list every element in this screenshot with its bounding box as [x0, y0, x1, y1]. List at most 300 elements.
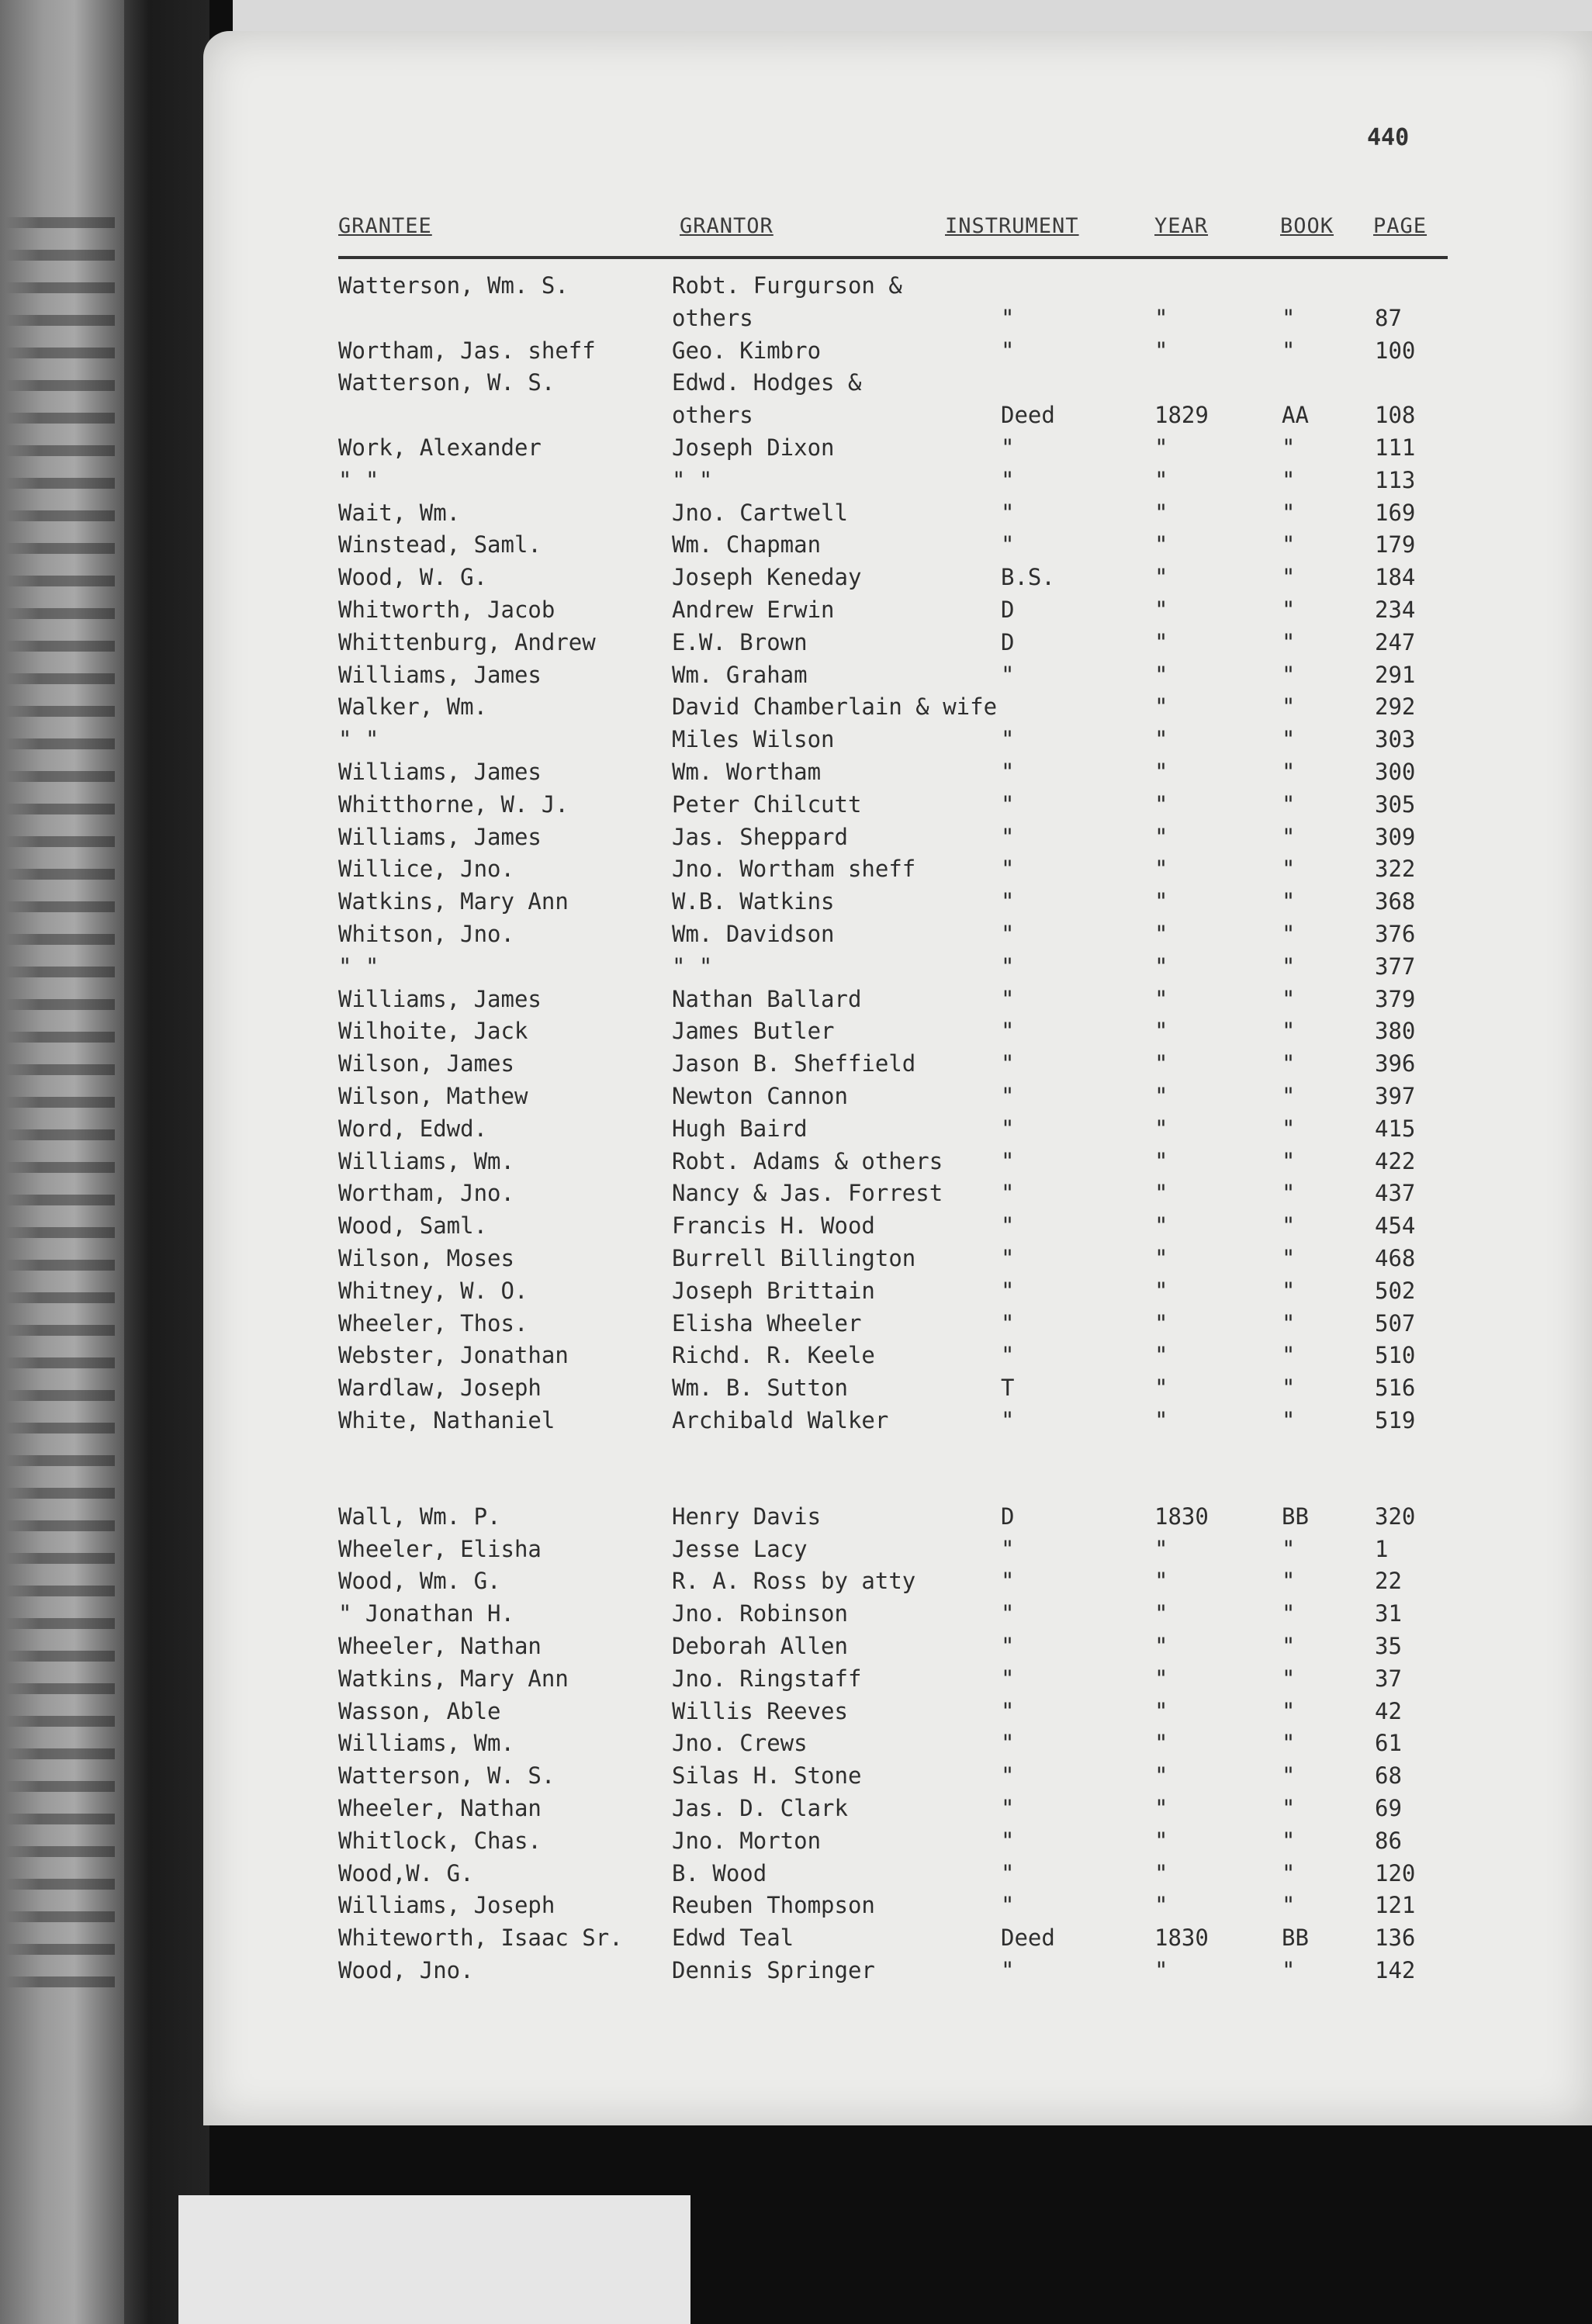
entry-instrument: ": [1001, 337, 1015, 364]
entry-year: ": [1154, 1730, 1168, 1756]
header-instrument: INSTRUMENT: [945, 214, 1079, 238]
entry-grantee: Whiteworth, Isaac Sr.: [338, 1925, 623, 1951]
entry-year: ": [1154, 1180, 1168, 1206]
entry-instrument: D: [1001, 629, 1015, 655]
header-grantor: GRANTOR: [680, 214, 774, 238]
entry-grantor: Archibald Walker: [672, 1407, 889, 1433]
entry-instrument: ": [1001, 888, 1015, 915]
entry-instrument: ": [1001, 662, 1015, 688]
entry-grantor: Jno. Crews: [672, 1730, 808, 1756]
entry-instrument: ": [1001, 1278, 1015, 1304]
entry-instrument: ": [1001, 434, 1015, 461]
entry-grantor: Joseph Keneday: [672, 564, 862, 590]
entry-page: 42: [1375, 1698, 1402, 1724]
entry-page: 454: [1375, 1212, 1416, 1239]
entry-grantor: Hugh Baird: [672, 1115, 808, 1142]
entry-grantor: Richd. R. Keele: [672, 1342, 875, 1368]
entry-book: ": [1282, 921, 1296, 947]
entry-grantee: Williams, Wm.: [338, 1148, 514, 1174]
entry-instrument: ": [1001, 1083, 1015, 1109]
entry-grantor: Jno. Ringstaff: [672, 1665, 862, 1692]
entry-grantee: Wheeler, Thos.: [338, 1310, 528, 1337]
entry-year: ": [1154, 791, 1168, 818]
entry-year: ": [1154, 1762, 1168, 1789]
entry-grantor: Jason B. Sheffield: [672, 1050, 916, 1077]
entry-grantor: Edwd. Hodges &: [672, 369, 862, 396]
entry-year: ": [1154, 1407, 1168, 1433]
entry-year: ": [1154, 1310, 1168, 1337]
entry-instrument: ": [1001, 953, 1015, 980]
entry-year: ": [1154, 1115, 1168, 1142]
entry-grantee: Wall, Wm. P.: [338, 1503, 501, 1530]
entry-grantor: Jesse Lacy: [672, 1536, 808, 1562]
entry-book: ": [1282, 1600, 1296, 1627]
entry-grantee: " ": [338, 953, 379, 980]
entry-instrument: ": [1001, 305, 1015, 331]
entry-grantor: W.B. Watkins: [672, 888, 835, 915]
entry-year: 1830: [1154, 1503, 1209, 1530]
entry-grantee: Work, Alexander: [338, 434, 542, 461]
entry-year: ": [1154, 1375, 1168, 1401]
column-header-row: [338, 211, 1448, 259]
entry-book: ": [1282, 726, 1296, 752]
entry-grantee: Williams, James: [338, 662, 542, 688]
entry-grantee: " ": [338, 726, 379, 752]
entry-year: ": [1154, 467, 1168, 493]
entry-page: 86: [1375, 1828, 1402, 1854]
entry-grantor: Dennis Springer: [672, 1957, 875, 1983]
book-binding: [124, 0, 209, 2324]
entry-grantor: " ": [672, 467, 713, 493]
entry-year: ": [1154, 564, 1168, 590]
entry-instrument: ": [1001, 1212, 1015, 1239]
entry-grantor: Wm. B. Sutton: [672, 1375, 848, 1401]
entry-page: 437: [1375, 1180, 1416, 1206]
entry-instrument: ": [1001, 467, 1015, 493]
entry-instrument: D: [1001, 597, 1015, 623]
entry-page: 376: [1375, 921, 1416, 947]
entry-instrument: Deed: [1001, 402, 1055, 428]
entry-instrument: ": [1001, 1310, 1015, 1337]
entry-instrument: T: [1001, 1375, 1015, 1401]
entry-page: 37: [1375, 1665, 1402, 1692]
entry-year: ": [1154, 1148, 1168, 1174]
entry-year: ": [1154, 888, 1168, 915]
entry-page: 22: [1375, 1568, 1402, 1594]
entry-grantee: Wood, W. G.: [338, 564, 488, 590]
entry-page: 519: [1375, 1407, 1416, 1433]
entry-instrument: ": [1001, 1730, 1015, 1756]
entry-book: ": [1282, 597, 1296, 623]
header-book: BOOK: [1280, 214, 1334, 238]
entry-instrument: ": [1001, 1536, 1015, 1562]
entry-grantee: White, Nathaniel: [338, 1407, 555, 1433]
entry-year: ": [1154, 1665, 1168, 1692]
entry-page: 247: [1375, 629, 1416, 655]
entry-grantee: Wait, Wm.: [338, 500, 461, 526]
entry-year: ": [1154, 986, 1168, 1012]
entry-page: 300: [1375, 759, 1416, 785]
entry-grantee: Wood,W. G.: [338, 1860, 474, 1887]
entry-year: 1830: [1154, 1925, 1209, 1951]
entry-book: ": [1282, 564, 1296, 590]
entry-grantor: Nancy & Jas. Forrest: [672, 1180, 943, 1206]
entry-year: ": [1154, 1957, 1168, 1983]
entry-grantor: Joseph Brittain: [672, 1278, 875, 1304]
entry-instrument: B.S.: [1001, 564, 1055, 590]
entry-instrument: ": [1001, 1860, 1015, 1887]
entry-grantor: David Chamberlain & wife: [672, 693, 998, 720]
entry-year: ": [1154, 856, 1168, 882]
entry-book: ": [1282, 1957, 1296, 1983]
entry-grantor: Joseph Dixon: [672, 434, 835, 461]
entry-year: ": [1154, 759, 1168, 785]
entry-grantee: Whitworth, Jacob: [338, 597, 555, 623]
entry-year: 1829: [1154, 402, 1209, 428]
entry-page: 303: [1375, 726, 1416, 752]
entry-page: 179: [1375, 531, 1416, 558]
entry-page: 468: [1375, 1245, 1416, 1271]
entry-grantee: Whitney, W. O.: [338, 1278, 528, 1304]
entry-book: ": [1282, 1828, 1296, 1854]
entry-page: 502: [1375, 1278, 1416, 1304]
entry-grantor: E.W. Brown: [672, 629, 808, 655]
entry-year: ": [1154, 305, 1168, 331]
entry-grantee: Wilson, Mathew: [338, 1083, 528, 1109]
entry-grantee: Watkins, Mary Ann: [338, 1665, 569, 1692]
entry-grantor: Peter Chilcutt: [672, 791, 862, 818]
entry-instrument: ": [1001, 759, 1015, 785]
entry-grantee: Wheeler, Nathan: [338, 1795, 542, 1821]
header-page: PAGE: [1373, 214, 1428, 238]
entry-instrument: ": [1001, 921, 1015, 947]
entry-page: 61: [1375, 1730, 1402, 1756]
entry-book: ": [1282, 1212, 1296, 1239]
entry-book: ": [1282, 305, 1296, 331]
entry-page: 292: [1375, 693, 1416, 720]
entry-grantee: Watterson, W. S.: [338, 369, 555, 396]
entry-grantee: Walker, Wm.: [338, 693, 488, 720]
entry-instrument: ": [1001, 1245, 1015, 1271]
entry-page: 121: [1375, 1892, 1416, 1918]
entry-grantee: Whittenburg, Andrew: [338, 629, 596, 655]
entry-book: ": [1282, 1665, 1296, 1692]
entry-book: ": [1282, 791, 1296, 818]
entry-book: ": [1282, 1536, 1296, 1562]
entry-page: 113: [1375, 467, 1416, 493]
entry-page: 111: [1375, 434, 1416, 461]
entry-grantor: Burrell Billington: [672, 1245, 916, 1271]
entry-grantee: Watkins, Mary Ann: [338, 888, 569, 915]
entry-instrument: ": [1001, 856, 1015, 882]
entry-instrument: ": [1001, 531, 1015, 558]
entry-grantee: Wheeler, Elisha: [338, 1536, 542, 1562]
entry-grantee: Wood, Saml.: [338, 1212, 488, 1239]
entry-page: 100: [1375, 337, 1416, 364]
entry-book: ": [1282, 888, 1296, 915]
entry-grantee: " ": [338, 467, 379, 493]
entry-grantee: Watterson, Wm. S.: [338, 272, 569, 299]
entry-book: ": [1282, 434, 1296, 461]
entry-instrument: ": [1001, 1665, 1015, 1692]
entry-page: 309: [1375, 824, 1416, 850]
entry-year: ": [1154, 629, 1168, 655]
entry-instrument: ": [1001, 1698, 1015, 1724]
entry-year: ": [1154, 1860, 1168, 1887]
entry-year: ": [1154, 662, 1168, 688]
entry-grantor: Willis Reeves: [672, 1698, 848, 1724]
entry-grantor: Jno. Cartwell: [672, 500, 848, 526]
entry-page: 305: [1375, 791, 1416, 818]
entry-book: ": [1282, 467, 1296, 493]
entry-page: 68: [1375, 1762, 1402, 1789]
entry-grantor: Jno. Robinson: [672, 1600, 848, 1627]
entry-grantee: Wasson, Able: [338, 1698, 501, 1724]
entry-grantor: Jas. D. Clark: [672, 1795, 848, 1821]
header-grantee: GRANTEE: [338, 214, 432, 238]
entry-grantor: " ": [672, 953, 713, 980]
entry-year: ": [1154, 1342, 1168, 1368]
entry-grantor: Nathan Ballard: [672, 986, 862, 1012]
entry-grantee: Wilson, James: [338, 1050, 514, 1077]
entry-instrument: ": [1001, 1407, 1015, 1433]
entry-page: 516: [1375, 1375, 1416, 1401]
entry-grantor: Deborah Allen: [672, 1633, 848, 1659]
entry-grantee: Whitthorne, W. J.: [338, 791, 569, 818]
entry-grantor: Henry Davis: [672, 1503, 822, 1530]
entry-year: ": [1154, 531, 1168, 558]
entry-grantee: Wilhoite, Jack: [338, 1018, 528, 1044]
entry-instrument: ": [1001, 791, 1015, 818]
entry-page: 379: [1375, 986, 1416, 1012]
entry-year: ": [1154, 1828, 1168, 1854]
entry-grantee: Willice, Jno.: [338, 856, 514, 882]
entry-page: 31: [1375, 1600, 1402, 1627]
entry-instrument: ": [1001, 1600, 1015, 1627]
entry-grantor: Andrew Erwin: [672, 597, 835, 623]
entry-year: ": [1154, 1633, 1168, 1659]
entry-page: 322: [1375, 856, 1416, 882]
entry-page: 87: [1375, 305, 1402, 331]
entry-grantor: Francis H. Wood: [672, 1212, 875, 1239]
entry-page: 397: [1375, 1083, 1416, 1109]
entry-year: ": [1154, 337, 1168, 364]
header-year: YEAR: [1154, 214, 1209, 238]
entry-grantor: Newton Cannon: [672, 1083, 848, 1109]
entry-page: 35: [1375, 1633, 1402, 1659]
entry-instrument: ": [1001, 1180, 1015, 1206]
entry-page: 108: [1375, 402, 1416, 428]
entry-book: ": [1282, 1407, 1296, 1433]
entry-year: ": [1154, 1600, 1168, 1627]
entry-page: 136: [1375, 1925, 1416, 1951]
entry-grantee: Williams, James: [338, 986, 542, 1012]
entry-grantor: James Butler: [672, 1018, 835, 1044]
entry-grantor: Wm. Wortham: [672, 759, 822, 785]
entry-grantor: Wm. Chapman: [672, 531, 822, 558]
adjacent-page-strip: [0, 0, 124, 2324]
entry-year: ": [1154, 1568, 1168, 1594]
entry-year: ": [1154, 434, 1168, 461]
entry-grantor: Robt. Adams & others: [672, 1148, 943, 1174]
entry-grantor: Silas H. Stone: [672, 1762, 862, 1789]
entry-grantor: Jno. Morton: [672, 1828, 822, 1854]
entry-book: ": [1282, 953, 1296, 980]
entry-year: ": [1154, 1245, 1168, 1271]
entry-grantor: others: [672, 402, 753, 428]
entry-page: 320: [1375, 1503, 1416, 1530]
entry-grantee: " Jonathan H.: [338, 1600, 514, 1627]
entry-book: ": [1282, 1892, 1296, 1918]
entry-year: ": [1154, 824, 1168, 850]
entry-grantee: Watterson, W. S.: [338, 1762, 555, 1789]
entry-book: ": [1282, 337, 1296, 364]
entry-year: ": [1154, 1536, 1168, 1562]
entry-page: 380: [1375, 1018, 1416, 1044]
entry-page: 368: [1375, 888, 1416, 915]
entry-book: ": [1282, 986, 1296, 1012]
entry-instrument: ": [1001, 1828, 1015, 1854]
entry-year: ": [1154, 1698, 1168, 1724]
entry-instrument: ": [1001, 1633, 1015, 1659]
entry-year: ": [1154, 921, 1168, 947]
entry-book: ": [1282, 1278, 1296, 1304]
entry-year: ": [1154, 1795, 1168, 1821]
entry-instrument: ": [1001, 1957, 1015, 1983]
entry-grantee: Whitlock, Chas.: [338, 1828, 542, 1854]
entry-book: ": [1282, 1730, 1296, 1756]
entry-grantee: Wilson, Moses: [338, 1245, 514, 1271]
entry-book: ": [1282, 1050, 1296, 1077]
entry-book: ": [1282, 1115, 1296, 1142]
entry-book: BB: [1282, 1503, 1309, 1530]
entry-instrument: D: [1001, 1503, 1015, 1530]
entry-page: 69: [1375, 1795, 1402, 1821]
entry-page: 396: [1375, 1050, 1416, 1077]
entry-book: ": [1282, 856, 1296, 882]
bottom-edge: [178, 2195, 690, 2324]
entry-grantor: Geo. Kimbro: [672, 337, 822, 364]
entry-page: 377: [1375, 953, 1416, 980]
entry-year: ": [1154, 597, 1168, 623]
entry-book: ": [1282, 1310, 1296, 1337]
entry-instrument: ": [1001, 1795, 1015, 1821]
entry-grantor: Jas. Sheppard: [672, 824, 848, 850]
entry-grantor: Robt. Furgurson &: [672, 272, 902, 299]
entry-page: 184: [1375, 564, 1416, 590]
entry-grantor: others: [672, 305, 753, 331]
entry-book: ": [1282, 1762, 1296, 1789]
entry-grantee: Word, Edwd.: [338, 1115, 488, 1142]
entry-book: ": [1282, 1568, 1296, 1594]
entry-instrument: Deed: [1001, 1925, 1055, 1951]
entry-page: 1: [1375, 1536, 1389, 1562]
entry-book: ": [1282, 629, 1296, 655]
entry-page: 169: [1375, 500, 1416, 526]
entry-book: ": [1282, 1795, 1296, 1821]
entry-page: 422: [1375, 1148, 1416, 1174]
adjacent-page-text-fragments: [6, 217, 115, 2001]
entry-instrument: ": [1001, 500, 1015, 526]
entry-grantee: Wood, Wm. G.: [338, 1568, 501, 1594]
entry-book: ": [1282, 1860, 1296, 1887]
entry-book: ": [1282, 693, 1296, 720]
entry-page: 415: [1375, 1115, 1416, 1142]
entry-grantor: Elisha Wheeler: [672, 1310, 862, 1337]
entry-year: ": [1154, 1212, 1168, 1239]
entry-grantee: Wood, Jno.: [338, 1957, 474, 1983]
entry-grantee: Whitson, Jno.: [338, 921, 514, 947]
entry-page: 510: [1375, 1342, 1416, 1368]
entry-instrument: ": [1001, 1342, 1015, 1368]
page-number: 440: [1367, 124, 1410, 151]
entry-book: ": [1282, 1342, 1296, 1368]
entry-book: AA: [1282, 402, 1309, 428]
entry-year: ": [1154, 1083, 1168, 1109]
entry-book: ": [1282, 1375, 1296, 1401]
entry-grantee: Williams, James: [338, 759, 542, 785]
entry-book: ": [1282, 824, 1296, 850]
entry-grantor: B. Wood: [672, 1860, 767, 1887]
entry-instrument: ": [1001, 1050, 1015, 1077]
entry-book: ": [1282, 759, 1296, 785]
entry-book: ": [1282, 1245, 1296, 1271]
entry-instrument: ": [1001, 1115, 1015, 1142]
entry-grantee: Webster, Jonathan: [338, 1342, 569, 1368]
entry-page: 142: [1375, 1957, 1416, 1983]
entry-page: 291: [1375, 662, 1416, 688]
entry-page: 120: [1375, 1860, 1416, 1887]
entry-book: ": [1282, 531, 1296, 558]
entry-page: 507: [1375, 1310, 1416, 1337]
top-edge: [233, 0, 1592, 31]
entry-book: ": [1282, 1698, 1296, 1724]
entry-year: ": [1154, 726, 1168, 752]
entry-year: ": [1154, 1018, 1168, 1044]
entry-book: BB: [1282, 1925, 1309, 1951]
entry-book: ": [1282, 1148, 1296, 1174]
entry-page: 234: [1375, 597, 1416, 623]
entry-year: ": [1154, 693, 1168, 720]
entry-year: ": [1154, 953, 1168, 980]
entry-instrument: ": [1001, 1568, 1015, 1594]
entry-book: ": [1282, 1180, 1296, 1206]
entry-grantee: Wortham, Jno.: [338, 1180, 514, 1206]
entry-instrument: ": [1001, 1762, 1015, 1789]
entry-grantor: Reuben Thompson: [672, 1892, 875, 1918]
entry-book: ": [1282, 1018, 1296, 1044]
entry-grantee: Williams, Joseph: [338, 1892, 555, 1918]
entry-year: ": [1154, 1892, 1168, 1918]
entry-grantee: Williams, James: [338, 824, 542, 850]
entry-book: ": [1282, 500, 1296, 526]
entry-grantee: Wortham, Jas. sheff: [338, 337, 596, 364]
entry-book: ": [1282, 1633, 1296, 1659]
entry-grantee: Winstead, Saml.: [338, 531, 542, 558]
entry-instrument: ": [1001, 1148, 1015, 1174]
entry-grantor: R. A. Ross by atty: [672, 1568, 916, 1594]
entry-grantee: Williams, Wm.: [338, 1730, 514, 1756]
entry-grantee: Wardlaw, Joseph: [338, 1375, 542, 1401]
entry-book: ": [1282, 662, 1296, 688]
entry-instrument: ": [1001, 726, 1015, 752]
entry-grantor: Miles Wilson: [672, 726, 835, 752]
entry-year: ": [1154, 500, 1168, 526]
entry-instrument: ": [1001, 1892, 1015, 1918]
entry-book: ": [1282, 1083, 1296, 1109]
entry-grantor: Jno. Wortham sheff: [672, 856, 916, 882]
entry-grantee: Wheeler, Nathan: [338, 1633, 542, 1659]
